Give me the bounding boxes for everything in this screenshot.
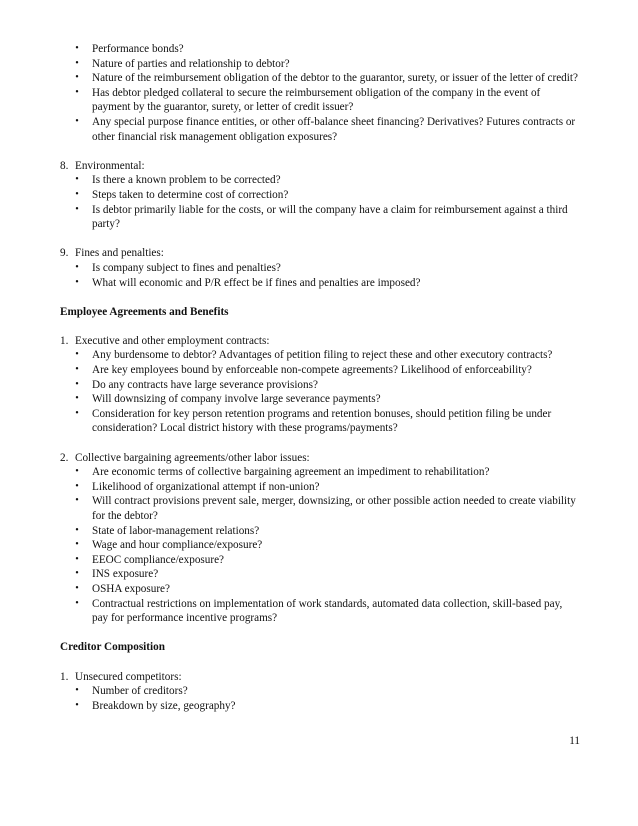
bullet-icon: •	[75, 349, 79, 361]
bullet-icon: •	[75, 72, 79, 84]
item-heading: Collective bargaining agreements/other labor issues:	[75, 451, 310, 464]
bullet-icon: •	[75, 553, 79, 565]
list-item: • Will downsizing of company involve large severance payments?	[92, 392, 580, 407]
list-item: • Consideration for key person retention programs and retention bonuses, should petition filing be under consideration? Local district history with these programs/payments?	[92, 407, 580, 436]
unsecured-list	[60, 684, 580, 713]
list-item: • Performance bonds?	[92, 42, 580, 57]
list-item: • Contractual restrictions on implementation of work standards, automated data collection, skill-based pay, pay for performance incentive programs?	[92, 597, 580, 626]
list-item: • Wage and hour compliance/exposure?	[92, 538, 580, 553]
list-item: • INS exposure?	[92, 567, 580, 582]
bullet-icon: •	[75, 495, 79, 507]
item-heading: Fines and penalties:	[75, 247, 164, 260]
list-item: • Steps taken to determine cost of correction?	[92, 188, 580, 203]
executive-list	[60, 348, 580, 436]
item-number: 2.	[60, 451, 69, 464]
spacer	[60, 319, 580, 334]
bullet-icon: •	[75, 568, 79, 580]
bullet-icon: •	[75, 699, 79, 711]
bullet-icon: •	[75, 597, 79, 609]
collective-heading	[60, 451, 580, 466]
bullet-icon: •	[75, 261, 79, 273]
bullet-icon: •	[75, 57, 79, 69]
bullet-icon: •	[75, 174, 79, 186]
list-item: • Do any contracts have large severance provisions?	[92, 378, 580, 393]
item-heading: Environmental:	[75, 159, 145, 172]
bullet-icon: •	[75, 364, 79, 376]
list-item: • Breakdown by size, geography?	[92, 699, 580, 714]
list-item: • Is there a known problem to be corrected?	[92, 173, 580, 188]
bullet-icon: •	[75, 203, 79, 215]
bullet-icon: •	[75, 582, 79, 594]
list-item: • Any burdensome to debtor? Advantages of petition filing to reject these and other executory contracts?	[92, 348, 580, 363]
bullet-icon: •	[75, 393, 79, 405]
list-item: • Is company subject to fines and penalties?	[92, 261, 580, 276]
bullet-icon: •	[75, 685, 79, 697]
environmental-list	[60, 173, 580, 231]
item-number: 1.	[60, 670, 69, 683]
spacer	[60, 232, 580, 247]
list-item: • Nature of parties and relationship to debtor?	[92, 57, 580, 72]
bullet-icon: •	[75, 43, 79, 54]
list-item: • Are economic terms of collective bargaining agreement an impediment to rehabilitation?	[92, 465, 580, 480]
section-title-creditor: Creditor Composition	[60, 641, 165, 654]
list-item: • What will economic and P/R effect be if fines and penalties are imposed?	[92, 276, 580, 291]
page-content	[60, 42, 580, 713]
list-item: • State of labor-management relations?	[92, 524, 580, 539]
list-item: • EEOC compliance/exposure?	[92, 553, 580, 568]
list-item: • Will contract provisions prevent sale, merger, downsizing, or other possible action needed to create viability for the debtor?	[92, 494, 580, 523]
bullet-icon: •	[75, 115, 79, 127]
bullet-icon: •	[75, 86, 79, 98]
fines-heading	[60, 246, 580, 261]
list-item: • Any special purpose finance entities, or other off-balance sheet financing? Derivatives? Futures contracts or other financial risk management obligation exposures?	[92, 115, 580, 144]
fines-list	[60, 261, 580, 290]
list-item: • Has debtor pledged collateral to secure the reimbursement obligation of the company in the event of payment by the guarantor, surety, or letter of credit issuer?	[92, 86, 580, 115]
list-item: • Are key employees bound by enforceable non-compete agreements? Likelihood of enforceability?	[92, 363, 580, 378]
list-item: • Is debtor primarily liable for the costs, or will the company have a claim for reimbursement against a third party?	[92, 203, 580, 232]
bullet-icon: •	[75, 466, 79, 478]
item-number: 8.	[60, 159, 69, 172]
item-heading: Executive and other employment contracts:	[75, 334, 270, 347]
bullet-icon: •	[75, 480, 79, 492]
bullet-icon: •	[75, 524, 79, 536]
list-item: • Likelihood of organizational attempt if non-union?	[92, 480, 580, 495]
spacer	[60, 290, 580, 305]
list-item: • Nature of the reimbursement obligation of the debtor to the guarantor, surety, or issuer of the letter of credit?	[92, 71, 580, 86]
bullet-icon: •	[75, 539, 79, 551]
page-number: 11	[569, 735, 580, 747]
spacer	[60, 626, 580, 641]
bullet-icon: •	[75, 188, 79, 200]
item-number: 9.	[60, 247, 69, 260]
bullet-icon: •	[75, 378, 79, 390]
item-number: 1.	[60, 334, 69, 347]
bullet-icon: •	[75, 407, 79, 419]
spacer	[60, 655, 580, 670]
list-item: • Number of creditors?	[92, 684, 580, 699]
list-item: • OSHA exposure?	[92, 582, 580, 597]
spacer	[60, 144, 580, 159]
item-heading: Unsecured competitors:	[75, 670, 182, 683]
section-title-employee: Employee Agreements and Benefits	[60, 305, 229, 318]
environmental-heading	[60, 159, 580, 174]
bullet-icon: •	[75, 276, 79, 288]
top-bullet-list	[60, 42, 580, 144]
unsecured-heading	[60, 670, 580, 685]
spacer	[60, 436, 580, 451]
collective-list	[60, 465, 580, 626]
executive-heading	[60, 334, 580, 349]
